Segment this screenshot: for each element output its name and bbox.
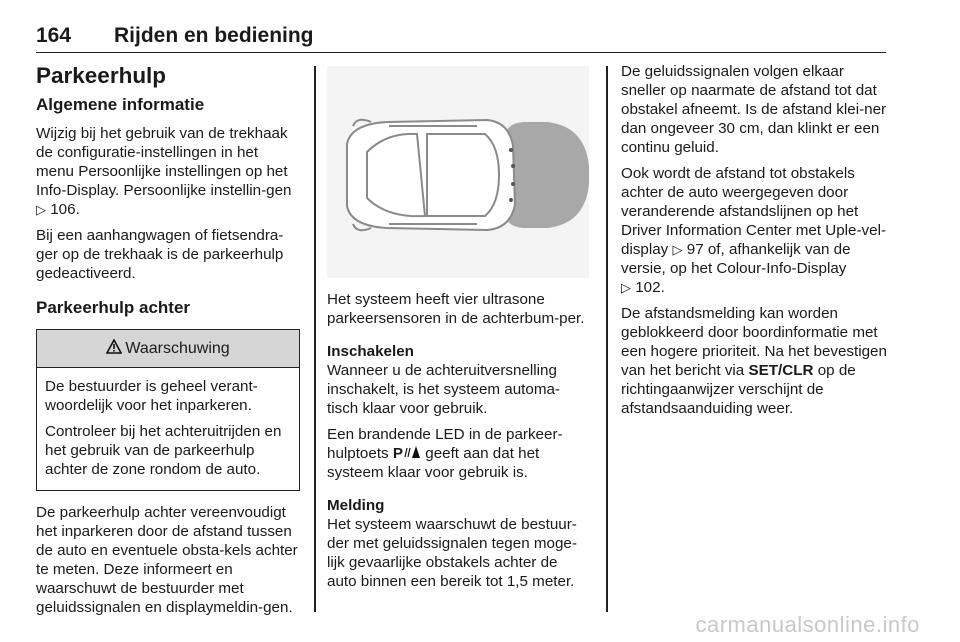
page-reference: 102. [635,279,665,296]
paragraph [327,425,589,482]
warning-text: De bestuurder is geheel verant-woordelijk voor het inparkeren. [45,378,258,414]
button-label: SET/CLR [748,362,814,379]
paragraph: Het systeem waarschuwt de bestuur-der met geluidssignalen tegen moge-lijk gevaarlijke obstakels achter de auto binnen een bereik tot 1,5 meter. [327,516,577,590]
paragraph: De geluidssignalen volgen elkaar sneller op naarmate de afstand tot dat obstakel afneemt. Is de afstand klei-ner dan ongeveer 30 cm, dan klinkt er een continu geluid. [621,63,887,156]
paragraph: Het systeem heeft vier ultrasone parkeersensoren in de achterbum-per. [327,291,585,327]
warning-header [37,330,299,368]
column-middle [327,66,589,598]
reference-arrow-icon: ▷ [621,280,631,295]
paragraph-text: De afstandsmelding kan worden geblokkeerd door boordinformatie met een hogere prioriteit. Na het bevestigen van het bericht via [621,305,887,379]
subsection-title: Inschakelen [327,343,414,360]
watermark: carmanualsonline.info [695,612,920,637]
subsection-title: Parkeerhulp achter [36,298,191,317]
page-reference: 97 of, afhankelijk van de versie, op het Colour-Info-Display [621,241,851,277]
section-title: Parkeerhulp [36,63,167,88]
car-sensor-illustration [327,66,589,278]
paragraph-text: Ook wordt de afstand tot obstakels achter de auto weergegeven door veranderende afstandslijnen op het Driver Information Center met Uple-vel-display [621,165,887,258]
paragraph-text: op de richtingaanwijzer verschijnt de afstandsaanduiding weer. [621,362,856,417]
paragraph: De parkeerhulp achter vereenvoudigt het inparkeren door de afstand tussen de auto en eventuele obsta-kels achter te meten. Deze informeert en waarschuwt de bestuurder met geluidssignalen en displaymeldin-gen. [36,504,298,616]
column-left [36,62,300,624]
column-right [621,62,889,425]
subsection-title: Algemene informatie [36,95,205,114]
paragraph [621,304,889,418]
page-header [36,22,886,53]
reference-arrow-icon: ▷ [36,202,46,217]
paragraph: Wanneer u de achteruitversnelling inschakelt, is het systeem automa-tisch klaar voor gebruik. [327,362,560,417]
paragraph-text: Een brandende LED in de parkeer-hulptoets [327,426,563,462]
column-divider [314,66,316,612]
chapter-title: Rijden en bediening [114,24,314,47]
warning-text: Controleer bij het achteruitrijden en het gebruik van de parkeerhulp achter de zone rondom de auto. [45,423,282,478]
paragraph [621,164,889,297]
paragraph-text: Wijzig bij het gebruik van de trekhaak de configuratie-instellingen in het menu Persoonlijke instellingen op het Info-Display. Persoonlijke instellin-gen [36,125,292,199]
warning-triangle-icon [106,339,122,359]
park-assist-symbol: P [392,445,404,462]
reference-arrow-icon: ▷ [672,242,683,257]
warning-box [36,329,300,491]
column-divider [606,66,608,612]
page-reference: 106. [50,201,80,218]
paragraph [36,124,300,219]
park-assist-button-icon [393,445,421,462]
page-number: 164 [36,24,72,47]
subsection-title: Melding [327,497,385,514]
paragraph-text: geeft aan dat het systeem klaar voor gebruik is. [327,445,540,481]
warning-title: Waarschuwing [125,340,230,357]
paragraph: Bij een aanhangwagen of fietsendra-ger op de trekhaak is de parkeerhulp gedeactiveerd. [36,227,284,282]
